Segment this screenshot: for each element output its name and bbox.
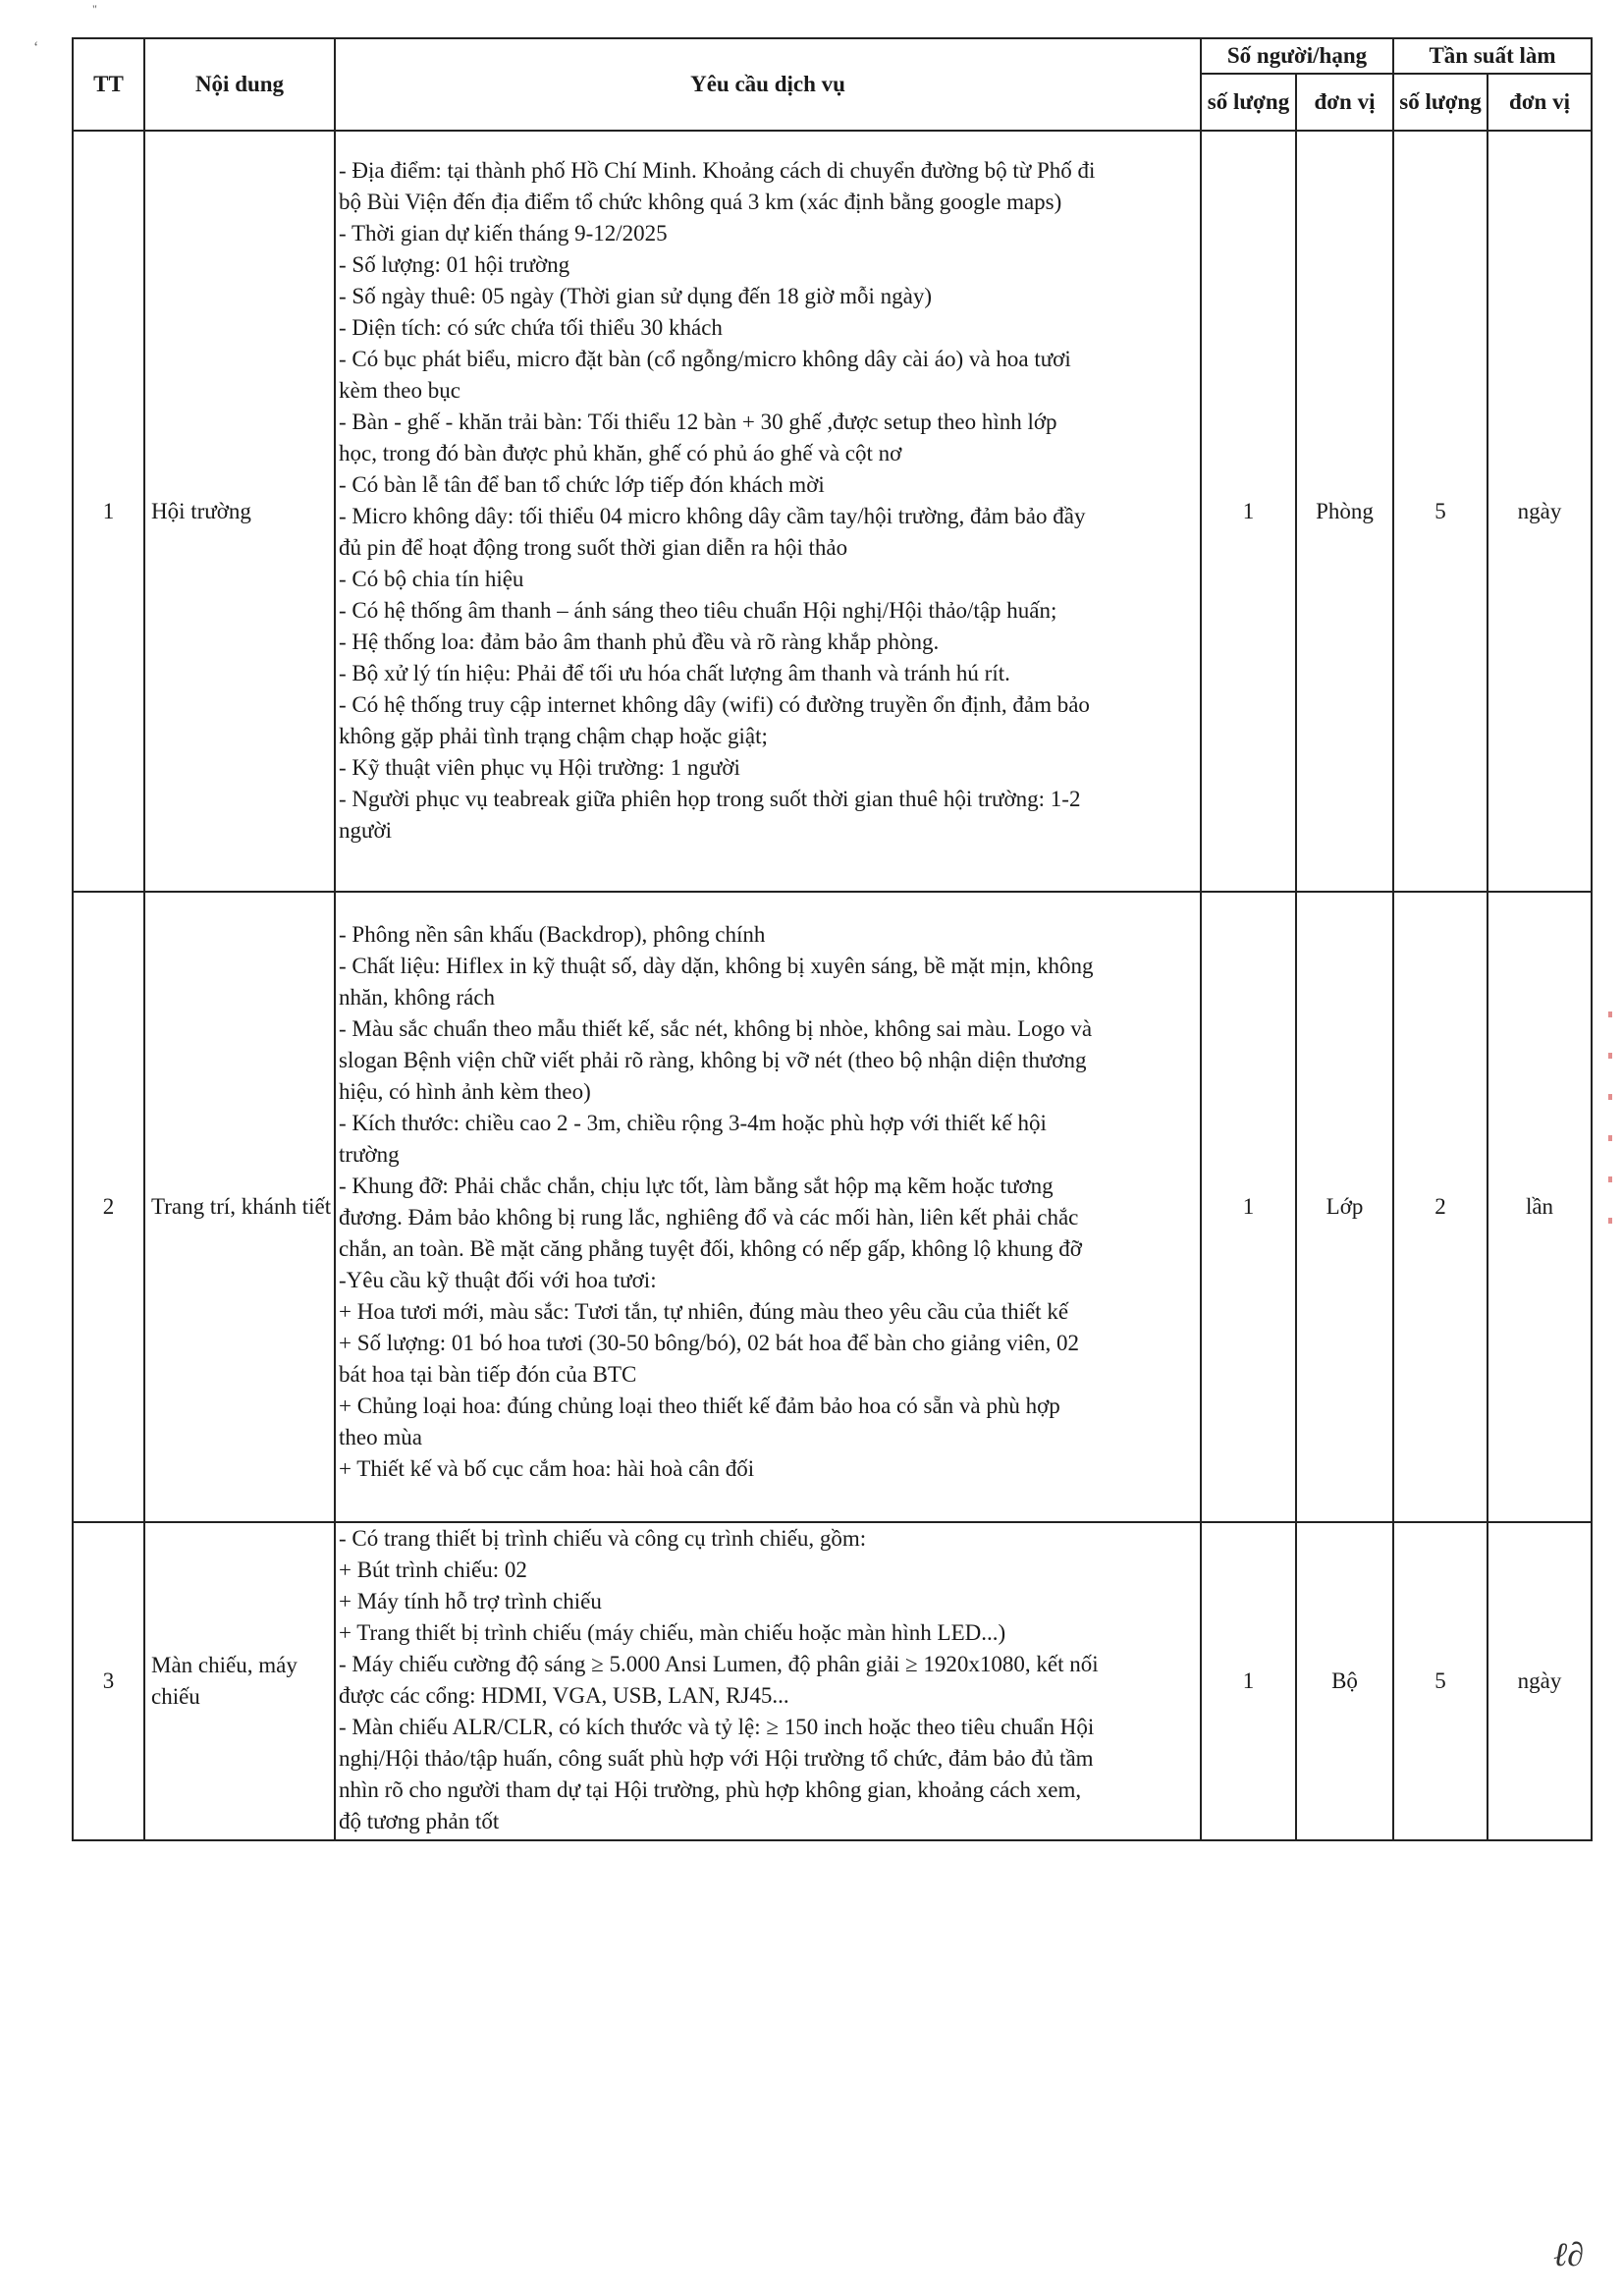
row-requirements: [335, 1522, 1201, 1840]
requirement-line: + Máy tính hỗ trợ trình chiếu: [339, 1589, 602, 1613]
requirement-line: - Thời gian dự kiến tháng 9-12/2025: [339, 221, 668, 246]
requirement-line: - Kích thước: chiều cao 2 - 3m, chiều rộng 3-4m hoặc phù hợp với thiết kế hội: [339, 1111, 1047, 1135]
row-tan-suat-so-luong: 5: [1393, 1522, 1488, 1840]
row-so-luong: 1: [1201, 131, 1296, 892]
requirement-line: - Có bộ chia tín hiệu: [339, 567, 524, 591]
scan-mark: ‘: [33, 39, 39, 56]
requirement-list: [339, 919, 1194, 1485]
table-row: [73, 892, 1592, 1522]
requirement-line: nhăn, không rách: [339, 985, 496, 1010]
row-tan-suat-don-vi: ngày: [1488, 1522, 1592, 1840]
requirement-line: nghị/Hội thảo/tập huấn, công suất phù hợp với Hội trường tổ chức, đảm bảo đủ tầm: [339, 1746, 1094, 1771]
requirement-line: - Người phục vụ teabreak giữa phiên họp trong suốt thời gian thuê hội trường: 1-2: [339, 787, 1081, 811]
requirement-line: - Chất liệu: Hiflex in kỹ thuật số, dày dặn, không bị xuyên sáng, bề mặt mịn, không: [339, 954, 1094, 978]
requirement-line: - Diện tích: có sức chứa tối thiểu 30 khách: [339, 315, 723, 340]
scan-artifact-marks: [1608, 1011, 1616, 1286]
requirement-line: + Hoa tươi mới, màu sắc: Tươi tắn, tự nhiên, đúng màu theo yêu cầu của thiết kế: [339, 1299, 1069, 1324]
row-requirements: [335, 131, 1201, 892]
requirement-line: bát hoa tại bàn tiếp đón của BTC: [339, 1362, 637, 1387]
requirement-line: chắn, an toàn. Bề mặt căng phẳng tuyệt đối, không có nếp gấp, không lộ khung đỡ: [339, 1236, 1082, 1261]
requirement-line: + Chủng loại hoa: đúng chủng loại theo thiết kế đảm bảo hoa có sẵn và phù hợp: [339, 1394, 1060, 1418]
requirement-line: không gặp phải tình trạng chậm chạp hoặc giật;: [339, 724, 768, 748]
row-don-vi: Bộ: [1296, 1522, 1393, 1840]
row-so-luong: 1: [1201, 892, 1296, 1522]
table-row: [73, 1522, 1592, 1840]
requirement-line: được các cổng: HDMI, VGA, USB, LAN, RJ45...: [339, 1683, 789, 1708]
row-number: 1: [73, 131, 144, 892]
requirement-line: + Số lượng: 01 bó hoa tươi (30-50 bông/bó), 02 bát hoa để bàn cho giảng viên, 02: [339, 1331, 1080, 1355]
row-content: Màn chiếu, máy chiếu: [144, 1522, 335, 1840]
header-so-nguoi-hang: Số người/hạng: [1201, 38, 1393, 74]
row-tan-suat-don-vi: lần: [1488, 892, 1592, 1522]
row-tan-suat-so-luong: 2: [1393, 892, 1488, 1522]
requirement-line: - Bàn - ghế - khăn trải bàn: Tối thiểu 12 bàn + 30 ghế ,được setup theo hình lớp: [339, 410, 1057, 434]
requirement-line: - Micro không dây: tối thiểu 04 micro không dây cầm tay/hội trường, đảm bảo đầy: [339, 504, 1086, 528]
initial-signature: ℓ∂: [1553, 2237, 1584, 2273]
requirement-line: bộ Bùi Viện đến địa điểm tổ chức không quá 3 km (xác định bằng google maps): [339, 190, 1062, 214]
header-don-vi: đơn vị: [1296, 74, 1393, 131]
header-noi-dung: Nội dung: [144, 38, 335, 131]
row-tan-suat-don-vi: ngày: [1488, 131, 1592, 892]
requirement-line: nhìn rõ cho người tham dự tại Hội trường, phù hợp không gian, khoảng cách xem,: [339, 1777, 1082, 1802]
row-number: 3: [73, 1522, 144, 1840]
header-don-vi: đơn vị: [1488, 74, 1592, 131]
requirement-line: + Trang thiết bị trình chiếu (máy chiếu, màn chiếu hoặc màn hình LED...): [339, 1620, 1006, 1645]
row-tan-suat-so-luong: 5: [1393, 131, 1488, 892]
header-so-luong: số lượng: [1201, 74, 1296, 131]
requirement-line: trường: [339, 1142, 400, 1167]
requirement-line: - Màu sắc chuẩn theo mẫu thiết kế, sắc nét, không bị nhòe, không sai màu. Logo và: [339, 1016, 1093, 1041]
requirement-line: - Có bàn lễ tân để ban tổ chức lớp tiếp đón khách mời: [339, 472, 825, 497]
requirement-line: - Có hệ thống âm thanh – ánh sáng theo tiêu chuẩn Hội nghị/Hội thảo/tập huấn;: [339, 598, 1057, 623]
scan-mark: ": [92, 2, 97, 16]
requirement-line: - Có hệ thống truy cập internet không dây (wifi) có đường truyền ổn định, đảm bảo: [339, 692, 1090, 717]
requirement-line: độ tương phản tốt: [339, 1809, 500, 1833]
requirement-line: - Có bục phát biểu, micro đặt bàn (cổ ngỗng/micro không dây cài áo) và hoa tươi: [339, 347, 1071, 371]
requirement-line: slogan Bệnh viện chữ viết phải rõ ràng, không bị vỡ nét (theo bộ nhận diện thương: [339, 1048, 1087, 1072]
row-don-vi: Phòng: [1296, 131, 1393, 892]
requirement-line: - Kỹ thuật viên phục vụ Hội trường: 1 người: [339, 755, 740, 780]
requirement-line: theo mùa: [339, 1425, 422, 1449]
row-don-vi: Lớp: [1296, 892, 1393, 1522]
requirement-line: - Địa điểm: tại thành phố Hồ Chí Minh. Khoảng cách di chuyển đường bộ từ Phố đi: [339, 158, 1096, 183]
requirement-line: - Hệ thống loa: đảm bảo âm thanh phủ đều và rõ ràng khắp phòng.: [339, 629, 940, 654]
header-so-luong: số lượng: [1393, 74, 1488, 131]
requirement-list: [339, 155, 1194, 847]
requirement-line: -Yêu cầu kỹ thuật đối với hoa tươi:: [339, 1268, 657, 1292]
header-tt: TT: [73, 38, 144, 131]
requirement-line: - Màn chiếu ALR/CLR, có kích thước và tỷ lệ: ≥ 150 inch hoặc theo tiêu chuẩn Hội: [339, 1715, 1095, 1739]
requirement-line: - Khung đỡ: Phải chắc chắn, chịu lực tốt, làm bằng sắt hộp mạ kẽm hoặc tương: [339, 1174, 1054, 1198]
row-content: Trang trí, khánh tiết: [144, 892, 335, 1522]
requirement-line: học, trong đó bàn được phủ khăn, ghế có phủ áo ghế và cột nơ: [339, 441, 902, 465]
requirement-line: - Số ngày thuê: 05 ngày (Thời gian sử dụng đến 18 giờ mỗi ngày): [339, 284, 933, 308]
header-tan-suat-lam: Tần suất làm: [1393, 38, 1592, 74]
requirement-line: + Thiết kế và bố cục cắm hoa: hài hoà cân đối: [339, 1456, 755, 1481]
requirement-line: kèm theo bục: [339, 378, 460, 403]
requirement-line: hiệu, có hình ảnh kèm theo): [339, 1079, 591, 1104]
requirement-line: đủ pin để hoạt động trong suốt thời gian diễn ra hội thảo: [339, 535, 848, 560]
row-requirements: [335, 892, 1201, 1522]
row-content: Hội trường: [144, 131, 335, 892]
requirement-list: [339, 1523, 1194, 1837]
requirement-line: - Phông nền sân khấu (Backdrop), phông chính: [339, 922, 766, 947]
requirement-line: - Bộ xử lý tín hiệu: Phải để tối ưu hóa chất lượng âm thanh và tránh hú rít.: [339, 661, 1010, 685]
requirement-line: đương. Đảm bảo không bị rung lắc, nghiêng đổ và các mối hàn, liên kết phải chắc: [339, 1205, 1079, 1230]
requirement-line: - Máy chiếu cường độ sáng ≥ 5.000 Ansi Lumen, độ phân giải ≥ 1920x1080, kết nối: [339, 1652, 1099, 1676]
header-yeu-cau: Yêu cầu dịch vụ: [335, 38, 1201, 131]
requirement-line: người: [339, 818, 393, 843]
table-row: [73, 131, 1592, 892]
row-number: 2: [73, 892, 144, 1522]
row-so-luong: 1: [1201, 1522, 1296, 1840]
requirement-line: + Bút trình chiếu: 02: [339, 1558, 527, 1582]
requirement-line: - Số lượng: 01 hội trường: [339, 252, 570, 277]
service-requirements-table: [72, 37, 1593, 1841]
requirement-line: - Có trang thiết bị trình chiếu và công cụ trình chiếu, gồm:: [339, 1526, 867, 1551]
